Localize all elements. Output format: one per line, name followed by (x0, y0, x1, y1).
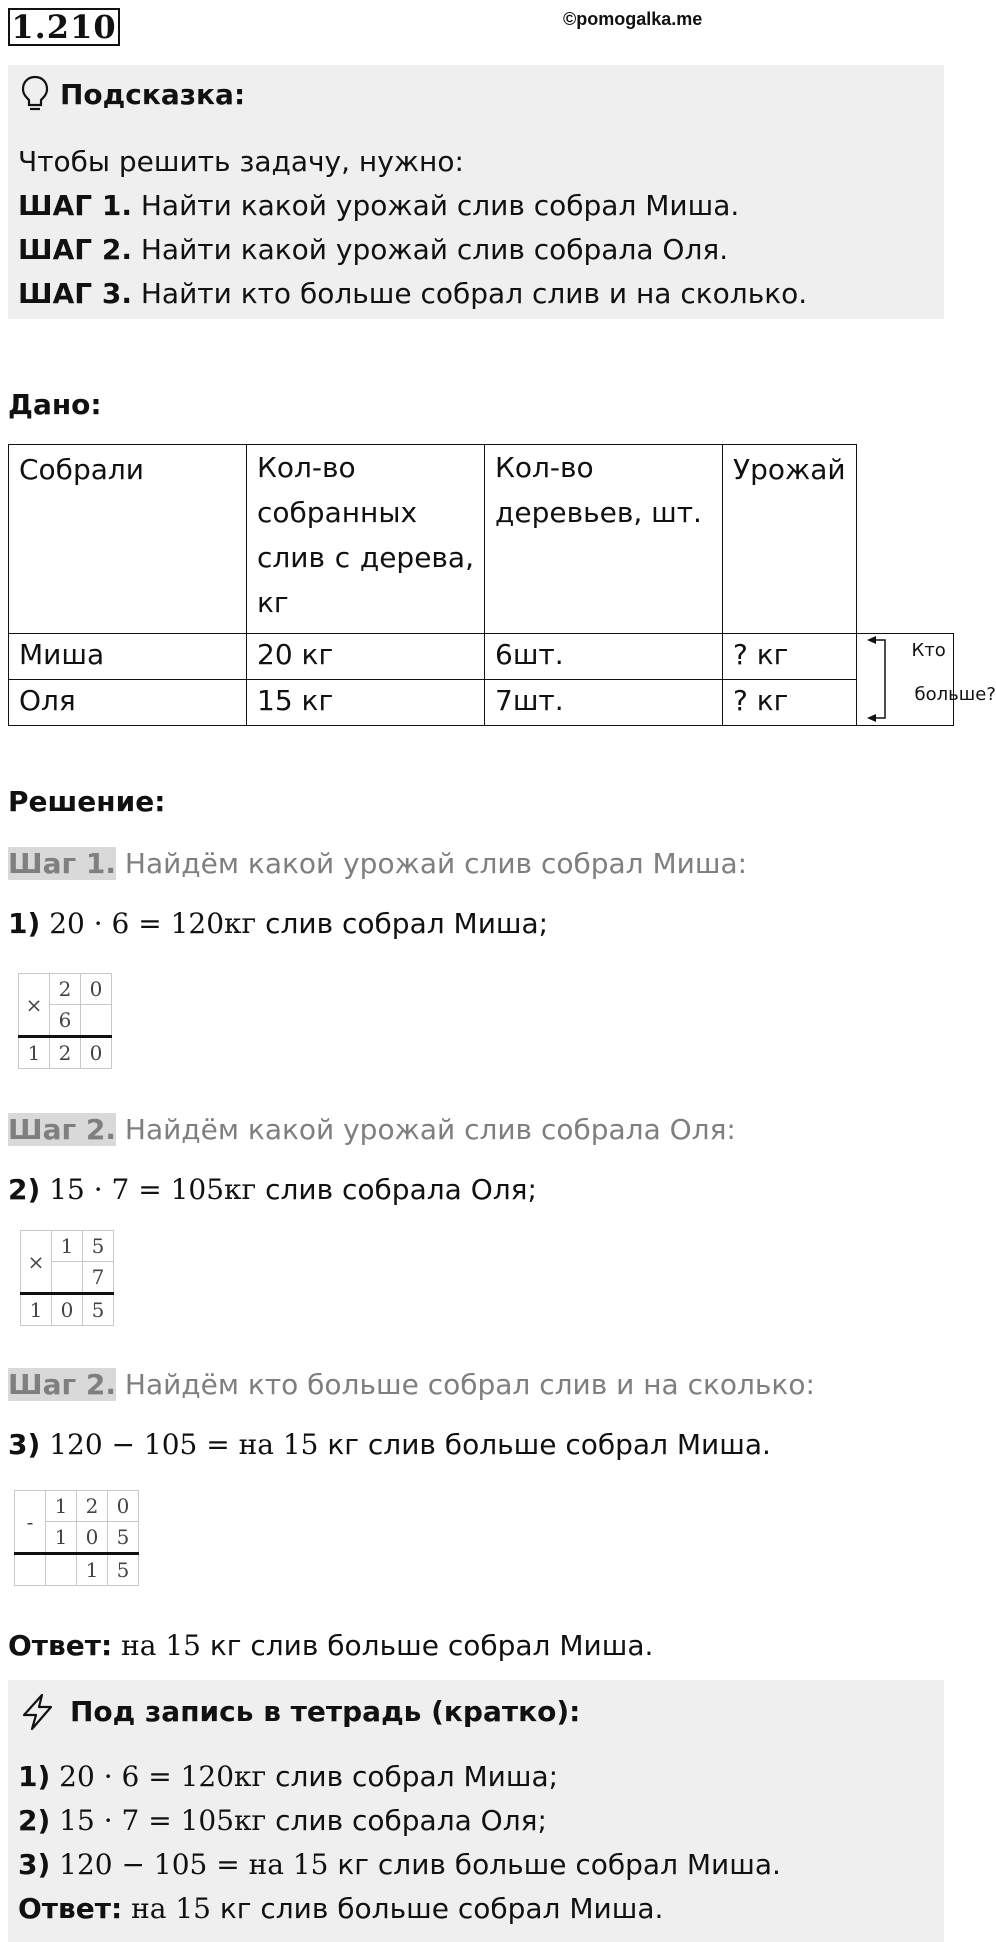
calc-row (19, 974, 112, 1005)
calc-digit: 5 (83, 1231, 114, 1262)
answer-text: кг слив больше собрал Миша. (210, 1892, 664, 1925)
line-text: слив собрал Миша; (266, 1760, 559, 1793)
calc-digit: 2 (50, 974, 81, 1005)
hint-step-text: Найти какой урожай слив собрала Оля. (131, 233, 729, 266)
calc-digit: 0 (81, 974, 112, 1005)
calc-digit: 1 (19, 1037, 50, 1069)
calc-digit: 1 (77, 1554, 108, 1586)
given-table (8, 444, 996, 726)
given-header-row (9, 445, 954, 634)
compare-cell (856, 634, 996, 726)
calc-digit (46, 1554, 77, 1586)
compare-label: больше? (914, 684, 996, 705)
step-text: Найдём какой урожай слив собрал Миша: (115, 847, 748, 880)
line-text: кг слив больше собрал Миша. (318, 1428, 771, 1461)
given-title: Дано: (8, 388, 102, 421)
calc-digit: 6 (50, 1005, 81, 1037)
line-text: слив собрала Оля; (266, 1804, 547, 1837)
step-label: Шаг 2. (8, 1368, 116, 1401)
given-row (9, 634, 954, 680)
calc-row (15, 1491, 139, 1522)
notebook-title: Под запись в тетрадь (кратко): (70, 1695, 581, 1728)
line-text: слив собрал Миша; (256, 907, 549, 940)
answer-label: Ответ: (18, 1892, 123, 1925)
step-3-heading (8, 1363, 815, 1407)
calc-digit: 2 (77, 1491, 108, 1522)
calc-digit (81, 1005, 112, 1037)
answer-label: Ответ: (8, 1629, 113, 1662)
answer-line (8, 1624, 653, 1668)
bracket-arrow-icon (857, 634, 897, 724)
math-expression: на 15 (112, 1629, 201, 1662)
calc-table-2 (20, 1230, 114, 1326)
calc-sign: - (15, 1491, 46, 1554)
solution-title: Решение: (8, 785, 166, 818)
math-expression: 120 − 105 = на 15 (50, 1848, 329, 1881)
calc-result-row (15, 1554, 139, 1586)
step-label: Шаг 2. (8, 1113, 116, 1146)
calc-digit: 5 (108, 1554, 139, 1586)
math-expression: 20 · 6 = 120кг (49, 907, 257, 940)
math-expression: 15 · 7 = 105кг (50, 1804, 267, 1837)
hint-step-text: Найти какой урожай слив собрал Миша. (131, 189, 740, 222)
calc-result-row (21, 1294, 114, 1326)
calc-table-3 (14, 1490, 139, 1586)
hint-step-label: ШАГ 2. (18, 233, 132, 266)
calc-row (21, 1231, 114, 1262)
calc-digit: 0 (108, 1491, 139, 1522)
math-expression: 20 · 6 = 120кг (50, 1760, 267, 1793)
math-expression: 15 · 7 = 105кг (49, 1173, 257, 1206)
given-cell: ? кг (723, 634, 857, 680)
hint-step-label: ШАГ 1. (18, 189, 132, 222)
given-header-cell: Кол-во собранных слив с дерева, кг (247, 445, 485, 634)
given-cell: 15 кг (247, 680, 485, 726)
hint-step-text: Найти кто больше собрал слив и на сколько. (131, 277, 808, 310)
given-cell: 20 кг (247, 634, 485, 680)
line-number: 3) (8, 1428, 41, 1461)
calc-table-1 (18, 973, 112, 1069)
line-number: 1) (8, 907, 41, 940)
calc-digit: 0 (77, 1522, 108, 1554)
hint-step-3 (18, 272, 807, 316)
given-row (9, 680, 954, 726)
compare-label: Кто (911, 640, 946, 661)
given-cell: Оля (9, 680, 247, 726)
step-text: Найдём кто больше собрал слив и на сколько: (115, 1368, 815, 1401)
calc-digit: 2 (50, 1037, 81, 1069)
calc-sign: × (21, 1231, 52, 1294)
given-header-cell: Кол-во деревьев, шт. (485, 445, 723, 634)
line-number: 2) (18, 1804, 51, 1837)
notebook-line-1 (18, 1755, 558, 1799)
calc-digit: 7 (83, 1262, 114, 1294)
hint-title: Подсказка: (60, 78, 246, 111)
calc-digit: 0 (52, 1294, 83, 1326)
step-2-heading (8, 1108, 736, 1152)
calc-result-row (19, 1037, 112, 1069)
line-number: 2) (8, 1173, 41, 1206)
step-label: Шаг 1. (8, 847, 116, 880)
given-blank-cell (856, 445, 953, 634)
given-header-cell: Собрали (9, 445, 247, 634)
line-text: слив собрала Оля; (256, 1173, 537, 1206)
calc-digit: 1 (21, 1294, 52, 1326)
notebook-answer (18, 1887, 663, 1931)
given-cell: ? кг (723, 680, 857, 726)
given-cell: Миша (9, 634, 247, 680)
calc-digit (15, 1554, 46, 1586)
calc-digit (52, 1262, 83, 1294)
hint-step-label: ШАГ 3. (18, 277, 132, 310)
step-text: Найдём какой урожай слив собрала Оля: (115, 1113, 736, 1146)
notebook-line-3 (18, 1843, 781, 1887)
line-number: 3) (18, 1848, 51, 1881)
solution-line-1 (8, 902, 548, 946)
solution-line-3 (8, 1423, 771, 1467)
hint-step-1 (18, 184, 739, 228)
lightning-icon (18, 1692, 58, 1736)
math-expression: 120 − 105 = на 15 (49, 1428, 319, 1461)
calc-digit: 5 (108, 1522, 139, 1554)
task-number: 1.210 (8, 8, 120, 46)
copyright: ©pomogalka.me (563, 9, 703, 29)
calc-digit: 1 (46, 1522, 77, 1554)
answer-text: кг слив больше собрал Миша. (200, 1629, 654, 1662)
line-number: 1) (18, 1760, 51, 1793)
calc-digit: 5 (83, 1294, 114, 1326)
solution-line-2 (8, 1168, 537, 1212)
given-cell: 7шт. (485, 680, 723, 726)
hint-intro: Чтобы решить задачу, нужно: (18, 145, 464, 178)
calc-digit: 1 (46, 1491, 77, 1522)
step-1-heading (8, 842, 747, 886)
math-expression: на 15 (122, 1892, 211, 1925)
calc-sign: × (19, 974, 50, 1037)
calc-digit: 1 (52, 1231, 83, 1262)
hint-step-2 (18, 228, 728, 272)
given-cell: 6шт. (485, 634, 723, 680)
line-text: кг слив больше собрал Миша. (328, 1848, 781, 1881)
lightbulb-icon (20, 74, 50, 118)
notebook-line-2 (18, 1799, 547, 1843)
given-header-cell: Урожай (723, 445, 857, 634)
calc-digit: 0 (81, 1037, 112, 1069)
